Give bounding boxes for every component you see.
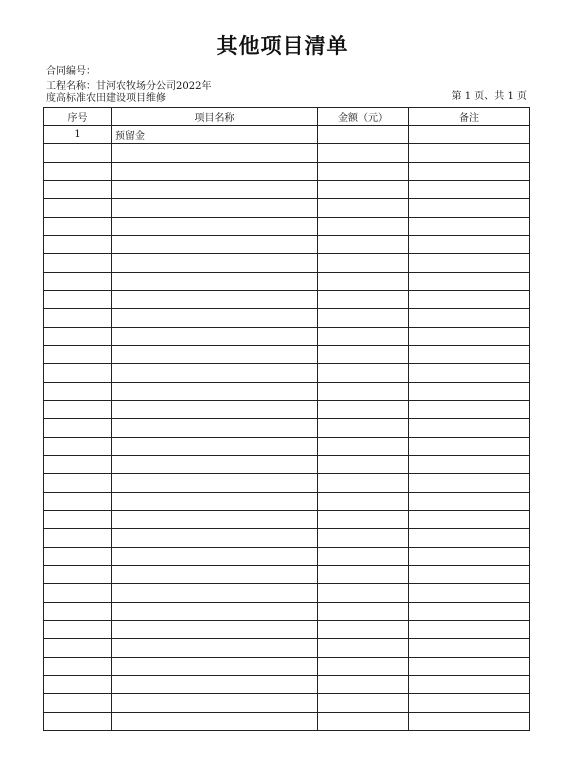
cell-seq	[44, 254, 112, 272]
table-row	[44, 217, 530, 235]
cell-item-name	[112, 290, 318, 308]
cell-seq: 1	[44, 126, 112, 144]
table-row	[44, 547, 530, 565]
cell-item-name	[112, 547, 318, 565]
cell-item-name	[112, 712, 318, 731]
cell-amount	[318, 126, 409, 144]
cell-amount	[318, 602, 409, 620]
cell-amount	[318, 474, 409, 492]
table-row	[44, 639, 530, 657]
table-row	[44, 510, 530, 528]
cell-seq	[44, 620, 112, 638]
cell-seq	[44, 235, 112, 253]
cell-seq	[44, 382, 112, 400]
cell-seq	[44, 712, 112, 731]
header-amount: 金额（元）	[318, 108, 409, 126]
table-row	[44, 235, 530, 253]
cell-amount	[318, 235, 409, 253]
cell-amount	[318, 675, 409, 693]
table-row	[44, 382, 530, 400]
cell-seq	[44, 584, 112, 602]
cell-item-name	[112, 694, 318, 712]
header-item-name: 项目名称	[112, 108, 318, 126]
table-row	[44, 144, 530, 162]
cell-note	[409, 529, 530, 547]
cell-note	[409, 327, 530, 345]
cell-amount	[318, 529, 409, 547]
cell-item-name	[112, 162, 318, 180]
cell-note	[409, 309, 530, 327]
table-row	[44, 309, 530, 327]
table-row	[44, 290, 530, 308]
table-row	[44, 584, 530, 602]
cell-item-name	[112, 492, 318, 510]
cell-note	[409, 510, 530, 528]
table-row	[44, 437, 530, 455]
cell-seq	[44, 419, 112, 437]
cell-note	[409, 254, 530, 272]
cell-amount	[318, 382, 409, 400]
cell-item-name	[112, 309, 318, 327]
cell-amount	[318, 400, 409, 418]
cell-seq	[44, 364, 112, 382]
cell-amount	[318, 620, 409, 638]
header-note: 备注	[409, 108, 530, 126]
cell-seq	[44, 529, 112, 547]
table-header-row	[44, 108, 530, 126]
cell-amount	[318, 492, 409, 510]
cell-note	[409, 180, 530, 198]
table-row	[44, 272, 530, 290]
table-row	[44, 345, 530, 363]
cell-amount	[318, 639, 409, 657]
cell-seq	[44, 510, 112, 528]
cell-item-name	[112, 529, 318, 547]
cell-note	[409, 437, 530, 455]
cell-seq	[44, 290, 112, 308]
cell-item-name	[112, 474, 318, 492]
cell-amount	[318, 345, 409, 363]
cell-note	[409, 235, 530, 253]
cell-seq	[44, 144, 112, 162]
cell-note	[409, 162, 530, 180]
table-row	[44, 529, 530, 547]
cell-item-name	[112, 455, 318, 473]
cell-note	[409, 199, 530, 217]
cell-seq	[44, 437, 112, 455]
table-row	[44, 675, 530, 693]
cell-note	[409, 364, 530, 382]
table-row	[44, 565, 530, 583]
cell-amount	[318, 144, 409, 162]
cell-item-name	[112, 382, 318, 400]
cell-amount	[318, 455, 409, 473]
table-row	[44, 492, 530, 510]
cell-item-name	[112, 327, 318, 345]
cell-item-name	[112, 180, 318, 198]
cell-seq	[44, 199, 112, 217]
cell-amount	[318, 510, 409, 528]
cell-item-name	[112, 254, 318, 272]
cell-amount	[318, 217, 409, 235]
cell-seq	[44, 565, 112, 583]
table-row	[44, 694, 530, 712]
cell-amount	[318, 327, 409, 345]
table-row	[44, 364, 530, 382]
table-row	[44, 455, 530, 473]
table-row	[44, 712, 530, 731]
cell-item-name	[112, 345, 318, 363]
cell-note	[409, 382, 530, 400]
table-row	[44, 199, 530, 217]
cell-item-name	[112, 217, 318, 235]
cell-amount	[318, 309, 409, 327]
cell-seq	[44, 455, 112, 473]
cell-note	[409, 400, 530, 418]
cell-note	[409, 345, 530, 363]
items-table	[43, 107, 530, 731]
cell-amount	[318, 419, 409, 437]
cell-item-name	[112, 437, 318, 455]
cell-item-name	[112, 419, 318, 437]
page-info: 第 1 页、共 1 页	[451, 91, 527, 102]
cell-note	[409, 639, 530, 657]
cell-item-name	[112, 235, 318, 253]
cell-item-name	[112, 272, 318, 290]
cell-note	[409, 602, 530, 620]
header-seq: 序号	[44, 108, 112, 126]
project-name-line-2: 度高标准农田建设项目维修	[46, 93, 166, 104]
cell-note	[409, 565, 530, 583]
table-row	[44, 162, 530, 180]
cell-seq	[44, 272, 112, 290]
cell-note	[409, 620, 530, 638]
cell-seq	[44, 180, 112, 198]
cell-note	[409, 474, 530, 492]
cell-amount	[318, 437, 409, 455]
table-row	[44, 620, 530, 638]
cell-amount	[318, 565, 409, 583]
table-row	[44, 474, 530, 492]
cell-item-name	[112, 657, 318, 675]
table-row	[44, 327, 530, 345]
cell-seq	[44, 474, 112, 492]
cell-note	[409, 584, 530, 602]
cell-note	[409, 126, 530, 144]
cell-item-name	[112, 620, 318, 638]
contract-no-label: 合同编号：	[46, 66, 96, 77]
cell-item-name	[112, 675, 318, 693]
table-row	[44, 254, 530, 272]
page-title: 其他项目清单	[216, 33, 349, 58]
cell-item-name	[112, 639, 318, 657]
table-row	[44, 180, 530, 198]
cell-note	[409, 217, 530, 235]
cell-note	[409, 144, 530, 162]
cell-note	[409, 290, 530, 308]
table-row	[44, 602, 530, 620]
cell-item-name	[112, 364, 318, 382]
cell-note	[409, 712, 530, 731]
table-row	[44, 400, 530, 418]
cell-item-name	[112, 400, 318, 418]
cell-note	[409, 272, 530, 290]
cell-seq	[44, 657, 112, 675]
cell-item-name	[112, 199, 318, 217]
cell-amount	[318, 364, 409, 382]
cell-note	[409, 694, 530, 712]
cell-item-name	[112, 584, 318, 602]
cell-seq	[44, 217, 112, 235]
cell-item-name: 预留金	[112, 126, 318, 144]
cell-amount	[318, 254, 409, 272]
cell-seq	[44, 675, 112, 693]
cell-seq	[44, 602, 112, 620]
project-name-line-1: 工程名称：甘河农牧场分公司2022年	[46, 81, 212, 92]
cell-note	[409, 455, 530, 473]
cell-note	[409, 419, 530, 437]
table-row	[44, 419, 530, 437]
cell-amount	[318, 657, 409, 675]
cell-seq	[44, 327, 112, 345]
cell-amount	[318, 180, 409, 198]
cell-amount	[318, 547, 409, 565]
cell-amount	[318, 272, 409, 290]
cell-amount	[318, 162, 409, 180]
cell-amount	[318, 199, 409, 217]
cell-seq	[44, 639, 112, 657]
cell-note	[409, 547, 530, 565]
cell-amount	[318, 290, 409, 308]
table-row	[44, 657, 530, 675]
cell-seq	[44, 345, 112, 363]
cell-seq	[44, 492, 112, 510]
cell-note	[409, 675, 530, 693]
cell-seq	[44, 694, 112, 712]
cell-item-name	[112, 510, 318, 528]
cell-item-name	[112, 602, 318, 620]
cell-seq	[44, 547, 112, 565]
cell-note	[409, 492, 530, 510]
cell-item-name	[112, 144, 318, 162]
cell-seq	[44, 162, 112, 180]
cell-note	[409, 657, 530, 675]
cell-amount	[318, 694, 409, 712]
cell-seq	[44, 309, 112, 327]
table-row	[44, 126, 530, 144]
cell-amount	[318, 584, 409, 602]
cell-seq	[44, 400, 112, 418]
cell-item-name	[112, 565, 318, 583]
cell-amount	[318, 712, 409, 731]
